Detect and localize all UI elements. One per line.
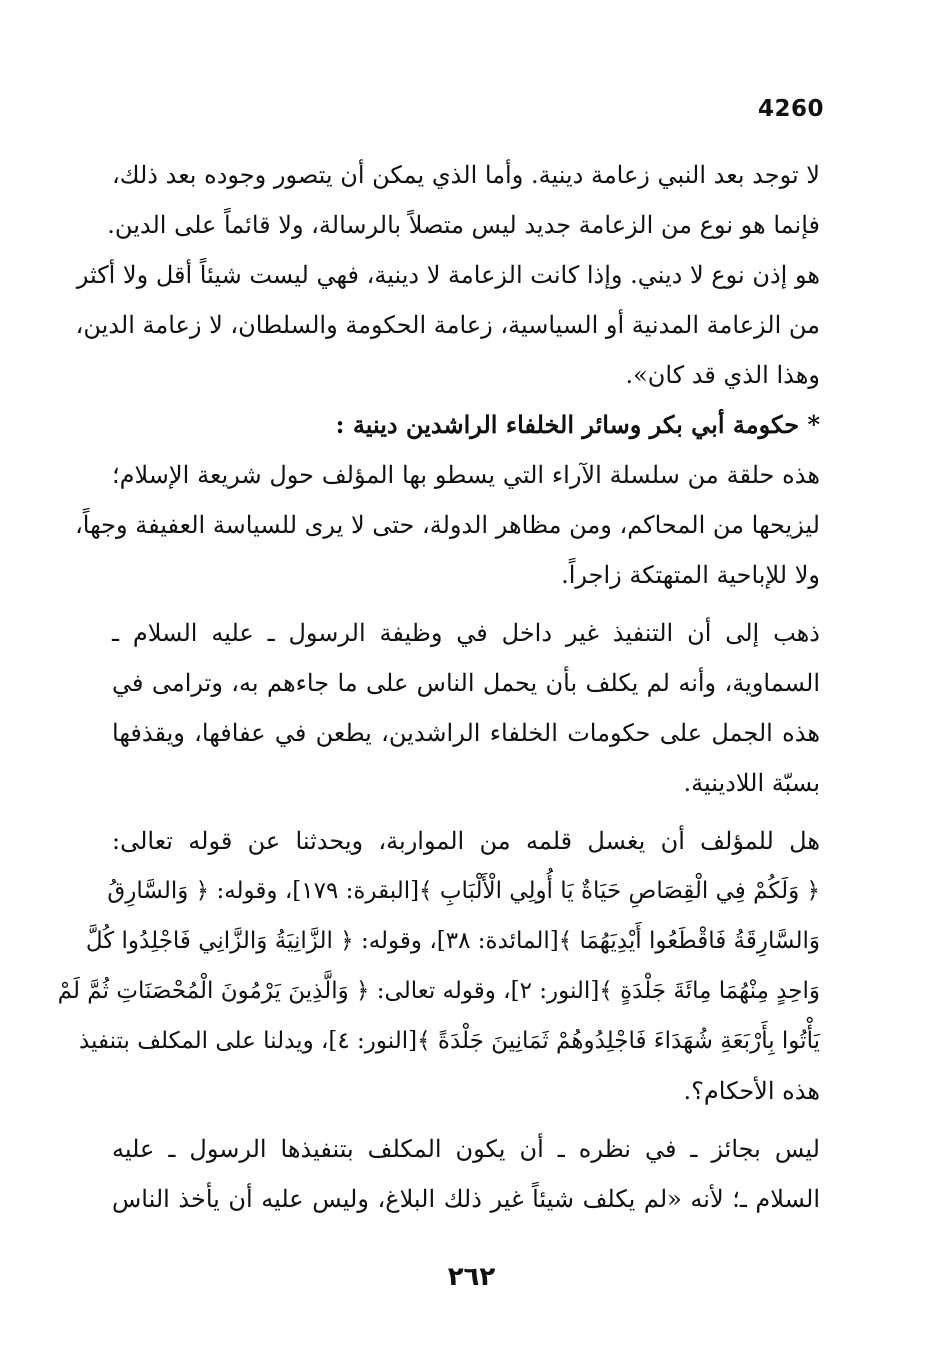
quran-verse-line: يَأْتُوا بِأَرْبَعَةِ شُهَدَاءَ فَاجْلِدُوهُمْ ثَمَانِينَ جَلْدَةً ﴾[النور: ٤]، ويدلنا على المكلف بتنفيذ — [78, 1028, 820, 1054]
text-line: ليس بجائز ـ في نظره ـ أن يكون المكلف بتنفيذها الرسول ـ عليه — [112, 1135, 820, 1163]
text-line: هل للمؤلف أن يغسل قلمه من المواربة، ويحدثنا عن قوله تعالى: — [112, 827, 820, 855]
quran-verse-line: وَاحِدٍ مِنْهُمَا مِائَةَ جَلْدَةٍ ﴾[النور: ٢]، وقوله تعالى: ﴿ وَالَّذِينَ يَرْمُونَ الْمُحْصَنَاتِ ثُمَّ لَمْ — [57, 978, 820, 1004]
body-text — [57, 150, 820, 1224]
text-line: السلام ـ؛ لأنه «لم يكلف شيئاً غير ذلك البلاغ، وليس عليه أن يأخذ الناس — [112, 1185, 820, 1213]
text-line: ولا للإباحية المتهتكة زاجراً. — [561, 561, 820, 589]
text-line: هذه حلقة من سلسلة الآراء التي يسطو بها المؤلف حول شريعة الإسلام؛ — [112, 461, 820, 489]
text-line: السماوية، وأنه لم يكلف بأن يحمل الناس على ما جاءهم به، وترامى في — [112, 669, 820, 697]
text-line: ليزيحها من المحاكم، ومن مظاهر الدولة، حتى لا يرى للسياسة العفيفة وجهاً، — [75, 511, 820, 539]
paragraph-gap — [112, 600, 820, 608]
text-line: من الزعامة المدنية أو السياسية، زعامة الحكومة والسلطان، لا زعامة الدين، — [75, 311, 820, 339]
text-line: ذهب إلى أن التنفيذ غير داخل في وظيفة الرسول ـ عليه السلام ـ — [112, 619, 820, 647]
page-number: ٢٦٢ — [447, 1262, 496, 1292]
quran-verse-line: ﴿ وَلَكُمْ فِي الْقِصَاصِ حَيَاةٌ يَا أُولِي الْأَلْبَابِ ﴾[البقرة: ١٧٩]، وقوله: ﴿ وَالسَّارِقُ — [107, 878, 820, 904]
text-line: هذه الجمل على حكومات الخلفاء الراشدين، يطعن في عفافها، ويقذفها — [112, 719, 820, 747]
text-line: وهذا الذي قد كان». — [625, 361, 820, 389]
text-line: لا توجد بعد النبي زعامة دينية. وأما الذي يمكن أن يتصور وجوده بعد ذلك، — [112, 161, 820, 189]
text-line: هذه الأحكام؟. — [683, 1077, 820, 1105]
quran-verse-line: وَالسَّارِقَةُ فَاقْطَعُوا أَيْدِيَهُمَا ﴾[المائدة: ٣٨]، وقوله: ﴿ الزَّانِيَةُ وَالزَّانِي فَاجْلِدُوا كُلَّ — [85, 928, 820, 954]
paragraph-gap — [112, 1116, 820, 1124]
text-line: فإنما هو نوع من الزعامة جديد ليس متصلاً بالرسالة، ولا قائماً على الدين. — [107, 211, 820, 239]
paragraph-gap — [112, 808, 820, 816]
text-line: هو إذن نوع لا ديني. وإذا كانت الزعامة لا دينية، فهي ليست شيئاً أقل ولا أكثر — [76, 261, 820, 289]
text-line: بسبّة اللادينية. — [683, 769, 820, 797]
page-id: 4260 — [758, 96, 825, 122]
section-heading: * حكومة أبي بكر وسائر الخلفاء الراشدين دينية : — [335, 410, 820, 439]
